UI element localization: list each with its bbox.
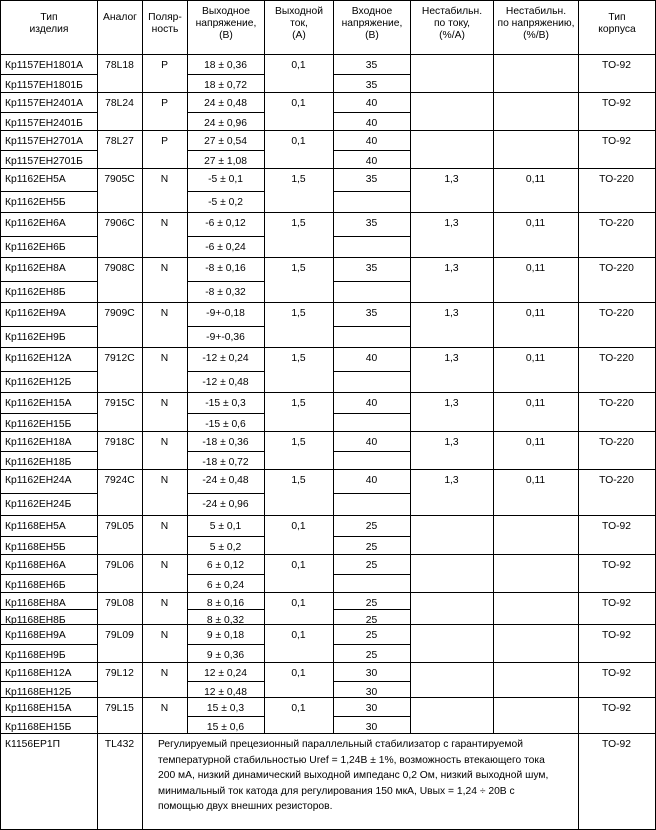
grid-hline: [0, 74, 98, 75]
cell-vin: 35: [365, 263, 378, 274]
cell-analog: 78L18: [105, 60, 134, 71]
grid-hline: [0, 431, 656, 432]
cell-vin: 40: [365, 118, 378, 129]
grid-hline: [0, 236, 98, 237]
cell-analog: 79L05: [105, 521, 134, 532]
grid-hline: [187, 281, 265, 282]
cell-package: TO-220: [599, 398, 634, 409]
cell-analog: 7909C: [104, 308, 135, 319]
cell-package: TO-92: [602, 598, 631, 609]
grid-hline: [0, 536, 98, 537]
cell-polarity: N: [160, 560, 169, 571]
cell-type: Кр1162ЕН6Б: [5, 242, 66, 253]
cell-vin: 25: [365, 615, 378, 626]
cell-vin: 25: [365, 630, 378, 641]
cell-type: Кр1162ЕН12А: [5, 353, 72, 364]
cell-analog: 78L24: [105, 98, 134, 109]
cell-analog: 79L15: [105, 703, 134, 714]
grid-hline: [187, 644, 265, 645]
cell-vout: 8 ± 0,32: [206, 615, 245, 626]
cell-analog: 79L12: [105, 668, 134, 679]
cell-vout: -5 ± 0,1: [208, 174, 243, 185]
cell-vout: 15 ± 0,3: [206, 703, 245, 714]
cell-polarity: N: [160, 398, 169, 409]
grid-hline: [0, 112, 98, 113]
cell-type: Кр1157ЕН2401А: [5, 98, 83, 109]
cell-type: Кр1162ЕН15Б: [5, 419, 72, 430]
grid-hline: [333, 413, 411, 414]
cell-type: Кр1168ЕН15А: [5, 703, 72, 714]
cell-vin: 25: [365, 560, 378, 571]
cell-instab-i: 1,3: [444, 437, 459, 448]
cell-type: Кр1168ЕН6А: [5, 560, 66, 571]
cell-vout: -15 ± 0,3: [205, 398, 246, 409]
cell-type: Кр1168ЕН12А: [5, 668, 72, 679]
header-vin: Входное напряжение, (В): [341, 6, 403, 41]
grid-hline: [0, 150, 98, 151]
cell-instab-i: 1,3: [444, 174, 459, 185]
cell-instab-v: 0,11: [525, 263, 546, 274]
grid-hline: [0, 130, 656, 131]
cell-vin: 30: [365, 668, 378, 679]
cell-iout: 1,5: [291, 174, 306, 185]
grid-hline: [187, 574, 265, 575]
cell-vout: -12 ± 0,24: [202, 353, 249, 364]
grid-hline: [333, 150, 411, 151]
cell-package: TO-220: [599, 174, 634, 185]
cell-polarity: N: [160, 703, 169, 714]
cell-vout: 6 ± 0,12: [206, 560, 245, 571]
cell-vin: 40: [365, 437, 378, 448]
grid-hline: [333, 681, 411, 682]
grid-hline: [187, 716, 265, 717]
cell-iout: 0,1: [291, 703, 306, 714]
cell-package: TO-220: [599, 263, 634, 274]
cell-vout: 12 ± 0,24: [204, 668, 247, 679]
cell-instab-v: 0,11: [525, 218, 546, 229]
cell-vin: 40: [365, 475, 378, 486]
cell-package: TO-92: [602, 668, 631, 679]
cell-polarity: N: [160, 668, 169, 679]
cell-vin: 30: [365, 687, 378, 698]
grid-hline: [0, 371, 98, 372]
grid-hline: [0, 554, 656, 555]
cell-polarity: N: [160, 308, 169, 319]
grid-hline: [0, 574, 98, 575]
grid-hline: [0, 662, 656, 663]
cell-iout: 0,1: [291, 98, 306, 109]
cell-type: Кр1157ЕН1801Б: [5, 80, 83, 91]
cell-instab-v: 0,11: [525, 437, 546, 448]
cell-iout: 0,1: [291, 668, 306, 679]
cell-vout: -6 ± 0,24: [205, 242, 246, 253]
grid-hline: [0, 469, 656, 470]
grid-hline: [0, 302, 656, 303]
cell-vout: -9+-0,18: [206, 308, 245, 319]
cell-instab-v: 0,11: [525, 475, 546, 486]
cell-type: Кр1162ЕН9Б: [5, 332, 66, 343]
header-polarity: Поляр- ность: [148, 12, 182, 35]
grid-hline: [0, 212, 656, 213]
cell-instab-i: 1,3: [444, 475, 459, 486]
cell-vout: -9+-0,36: [206, 332, 245, 343]
cell-vout: -24 ± 0,96: [202, 499, 249, 510]
cell-instab-i: 1,3: [444, 398, 459, 409]
cell-iout: 0,1: [291, 136, 306, 147]
cell-vout: 6 ± 0,24: [206, 580, 245, 591]
cell-package: TO-220: [599, 353, 634, 364]
grid-hline: [0, 592, 656, 593]
grid-hline: [187, 191, 265, 192]
cell-vin: 35: [365, 60, 378, 71]
grid-hline: [0, 644, 98, 645]
cell-vin: 40: [365, 398, 378, 409]
cell-vin: 30: [365, 722, 378, 733]
cell-instab-i: 1,3: [444, 308, 459, 319]
cell-type: Кр1162ЕН9А: [5, 308, 66, 319]
cell-vout: -18 ± 0,72: [202, 457, 249, 468]
grid-hline: [187, 74, 265, 75]
cell-polarity: N: [160, 475, 169, 486]
cell-analog: 7915C: [104, 398, 135, 409]
grid-hline: [0, 326, 98, 327]
cell-type: Кр1168ЕН8Б: [5, 615, 66, 626]
cell-iout: 0,1: [291, 560, 306, 571]
cell-package: TO-92: [602, 60, 631, 71]
grid-hline: [333, 74, 411, 75]
cell-polarity: N: [160, 521, 169, 532]
cell-type: Кр1168ЕН5А: [5, 521, 66, 532]
cell-vout: 15 ± 0,6: [206, 722, 245, 733]
cell-package: TO-92: [602, 136, 631, 147]
grid-hline: [333, 493, 411, 494]
grid-hline: [0, 733, 656, 734]
cell-type: Кр1162ЕН24Б: [5, 499, 72, 510]
cell-type: Кр1157ЕН2701А: [5, 136, 83, 147]
cell-type: Кр1162ЕН8А: [5, 263, 66, 274]
grid-hline: [333, 326, 411, 327]
grid-hline: [0, 54, 656, 55]
grid-hline: [333, 281, 411, 282]
grid-hline: [187, 326, 265, 327]
cell-type: Кр1162ЕН8Б: [5, 287, 66, 298]
cell-analog: 79L08: [105, 598, 134, 609]
cell-iout: 0,1: [291, 521, 306, 532]
grid-hline: [187, 371, 265, 372]
grid-hline: [333, 236, 411, 237]
grid-hline: [333, 112, 411, 113]
cell-package: TO-92: [602, 521, 631, 532]
cell-type: Кр1162ЕН15А: [5, 398, 72, 409]
cell-polarity: N: [160, 218, 169, 229]
grid-hline: [187, 451, 265, 452]
cell-type: Кр1162ЕН18А: [5, 437, 72, 448]
cell-vout: -8 ± 0,32: [205, 287, 246, 298]
grid-hline: [0, 413, 98, 414]
cell-vout: 5 ± 0,2: [209, 542, 242, 553]
cell-package: TO-92: [602, 98, 631, 109]
cell-polarity: P: [161, 60, 168, 71]
cell-type-last: К1156ЕР1П: [5, 739, 61, 750]
header-instab-v: Нестабильн. по напряжению, (%/В): [497, 6, 575, 41]
grid-hline: [333, 451, 411, 452]
cell-package: TO-220: [599, 218, 634, 229]
grid-hline: [187, 681, 265, 682]
header-vout: Выходное напряжение, (В): [195, 6, 257, 41]
cell-vout: 12 ± 0,48: [204, 687, 247, 698]
grid-hline: [0, 257, 656, 258]
cell-polarity: N: [160, 353, 169, 364]
cell-instab-i: 1,3: [444, 353, 459, 364]
header-analog: Аналог: [103, 12, 137, 23]
cell-instab-i: 1,3: [444, 218, 459, 229]
grid-hline: [0, 168, 656, 169]
cell-vout: 9 ± 0,18: [206, 630, 245, 641]
cell-type: Кр1162ЕН5А: [5, 174, 66, 185]
grid-hline: [187, 150, 265, 151]
cell-package-last: TO-92: [602, 739, 631, 750]
grid-hline: [0, 716, 98, 717]
cell-analog-last: TL432: [104, 739, 135, 750]
grid-hline: [0, 493, 98, 494]
cell-vin: 30: [365, 703, 378, 714]
cell-polarity: N: [160, 263, 169, 274]
cell-vout: -15 ± 0,6: [205, 419, 246, 430]
cell-vin: 40: [365, 353, 378, 364]
header-instab-i: Нестабильн. по току, (%/А): [421, 6, 483, 41]
cell-type: Кр1162ЕН5Б: [5, 197, 66, 208]
cell-vout: 18 ± 0,36: [204, 60, 247, 71]
grid-hline: [0, 191, 98, 192]
grid-hline: [333, 716, 411, 717]
grid-hline: [333, 371, 411, 372]
cell-package: TO-220: [599, 437, 634, 448]
grid-hline: [187, 413, 265, 414]
cell-vout: 18 ± 0,72: [204, 80, 247, 91]
cell-vout: 27 ± 0,54: [204, 136, 247, 147]
cell-instab-v: 0,11: [525, 174, 546, 185]
cell-iout: 1,5: [291, 437, 306, 448]
cell-type: Кр1168ЕН9Б: [5, 650, 66, 661]
cell-iout: 1,5: [291, 353, 306, 364]
cell-description: Регулируемый прецезионный параллельный стабилизатор с гарантируемой температурной стабильностью Uref = 1,24В ± 1%, возможность втекающего тока 200 мА, низкий динамический выходной импеданс 0,2 Ом, низкий выходной шум, минимальный ток катода для регулирования 150 мкА, Uвых = 1,24 ÷ 20В с помощью двух внешних резисторов.: [158, 739, 549, 812]
cell-iout: 0,1: [291, 630, 306, 641]
cell-instab-v: 0,11: [525, 398, 546, 409]
cell-vin: 25: [365, 521, 378, 532]
cell-polarity: N: [160, 437, 169, 448]
cell-type: Кр1168ЕН9А: [5, 630, 66, 641]
cell-iout: 1,5: [291, 398, 306, 409]
cell-vout: 9 ± 0,36: [206, 650, 245, 661]
grid-hline: [0, 624, 656, 625]
cell-analog: 79L09: [105, 630, 134, 641]
cell-analog: 7912C: [104, 353, 135, 364]
cell-vout: -5 ± 0,2: [208, 197, 243, 208]
grid-hline: [0, 515, 656, 516]
cell-polarity: P: [161, 98, 168, 109]
cell-vout: -24 ± 0,48: [202, 475, 249, 486]
cell-vin: 25: [365, 598, 378, 609]
cell-vin: 25: [365, 650, 378, 661]
cell-vin: 35: [365, 218, 378, 229]
cell-type: Кр1157ЕН1801А: [5, 60, 83, 71]
cell-package: TO-92: [602, 630, 631, 641]
cell-vin: 35: [365, 80, 378, 91]
cell-type: Кр1157ЕН2401Б: [5, 118, 83, 129]
cell-package: TO-220: [599, 308, 634, 319]
cell-analog: 7908C: [104, 263, 135, 274]
cell-vout: -12 ± 0,48: [202, 377, 249, 388]
cell-analog: 79L06: [105, 560, 134, 571]
cell-type: Кр1168ЕН6Б: [5, 580, 66, 591]
grid-hline: [0, 451, 98, 452]
cell-vout: -8 ± 0,16: [205, 263, 246, 274]
cell-iout: 1,5: [291, 308, 306, 319]
cell-analog: 7906C: [104, 218, 135, 229]
cell-vout: 5 ± 0,1: [209, 521, 242, 532]
grid-hline: [333, 536, 411, 537]
cell-vout: -6 ± 0,12: [205, 218, 246, 229]
grid-hline: [0, 697, 656, 698]
cell-iout: 0,1: [291, 60, 306, 71]
grid-hline: [0, 681, 98, 682]
cell-vout: 24 ± 0,48: [204, 98, 247, 109]
cell-analog: 7924C: [104, 475, 135, 486]
cell-type: Кр1162ЕН12Б: [5, 377, 72, 388]
cell-instab-v: 0,11: [525, 308, 546, 319]
cell-analog: 78L27: [105, 136, 134, 147]
cell-vout: 27 ± 1,08: [204, 156, 247, 167]
grid-hline: [0, 347, 656, 348]
cell-type: Кр1162ЕН6А: [5, 218, 66, 229]
cell-polarity: N: [160, 174, 169, 185]
cell-type: Кр1162ЕН18Б: [5, 457, 72, 468]
cell-analog: 7918C: [104, 437, 135, 448]
grid-hline: [0, 92, 656, 93]
cell-iout: 1,5: [291, 218, 306, 229]
header-package: Тип корпуса: [598, 12, 636, 35]
cell-package: TO-220: [599, 475, 634, 486]
grid-hline: [187, 112, 265, 113]
header-iout: Выходной ток, (А): [275, 6, 323, 41]
cell-type: Кр1168ЕН12Б: [5, 687, 72, 698]
cell-vin: 40: [365, 136, 378, 147]
grid-hline: [0, 0, 656, 1]
cell-vout: 24 ± 0,96: [204, 118, 247, 129]
cell-vin: 35: [365, 174, 378, 185]
cell-polarity: P: [161, 136, 168, 147]
grid-hline: [0, 281, 98, 282]
cell-instab-v: 0,11: [525, 353, 546, 364]
grid-hline: [187, 236, 265, 237]
cell-type: Кр1157ЕН2701Б: [5, 156, 83, 167]
cell-instab-i: 1,3: [444, 263, 459, 274]
grid-hline: [0, 392, 656, 393]
cell-analog: 7905C: [104, 174, 135, 185]
grid-hline: [333, 574, 411, 575]
cell-package: TO-92: [602, 703, 631, 714]
cell-vin: 40: [365, 98, 378, 109]
header-type: Тип изделия: [29, 12, 69, 35]
cell-type: Кр1168ЕН5Б: [5, 542, 66, 553]
grid-hline: [333, 644, 411, 645]
grid-hline: [333, 191, 411, 192]
cell-type: Кр1162ЕН24А: [5, 475, 72, 486]
grid-hline: [187, 493, 265, 494]
cell-polarity: N: [160, 598, 169, 609]
cell-vin: 35: [365, 308, 378, 319]
cell-vin: 25: [365, 542, 378, 553]
cell-type: Кр1168ЕН8А: [5, 598, 66, 609]
cell-vout: -18 ± 0,36: [202, 437, 249, 448]
cell-iout: 1,5: [291, 475, 306, 486]
grid-vline: [0, 0, 1, 830]
cell-vin: 40: [365, 156, 378, 167]
cell-polarity: N: [160, 630, 169, 641]
cell-package: TO-92: [602, 560, 631, 571]
cell-iout: 0,1: [291, 598, 306, 609]
cell-vout: 8 ± 0,16: [206, 598, 245, 609]
cell-type: Кр1168ЕН15Б: [5, 722, 72, 733]
cell-iout: 1,5: [291, 263, 306, 274]
grid-hline: [187, 536, 265, 537]
